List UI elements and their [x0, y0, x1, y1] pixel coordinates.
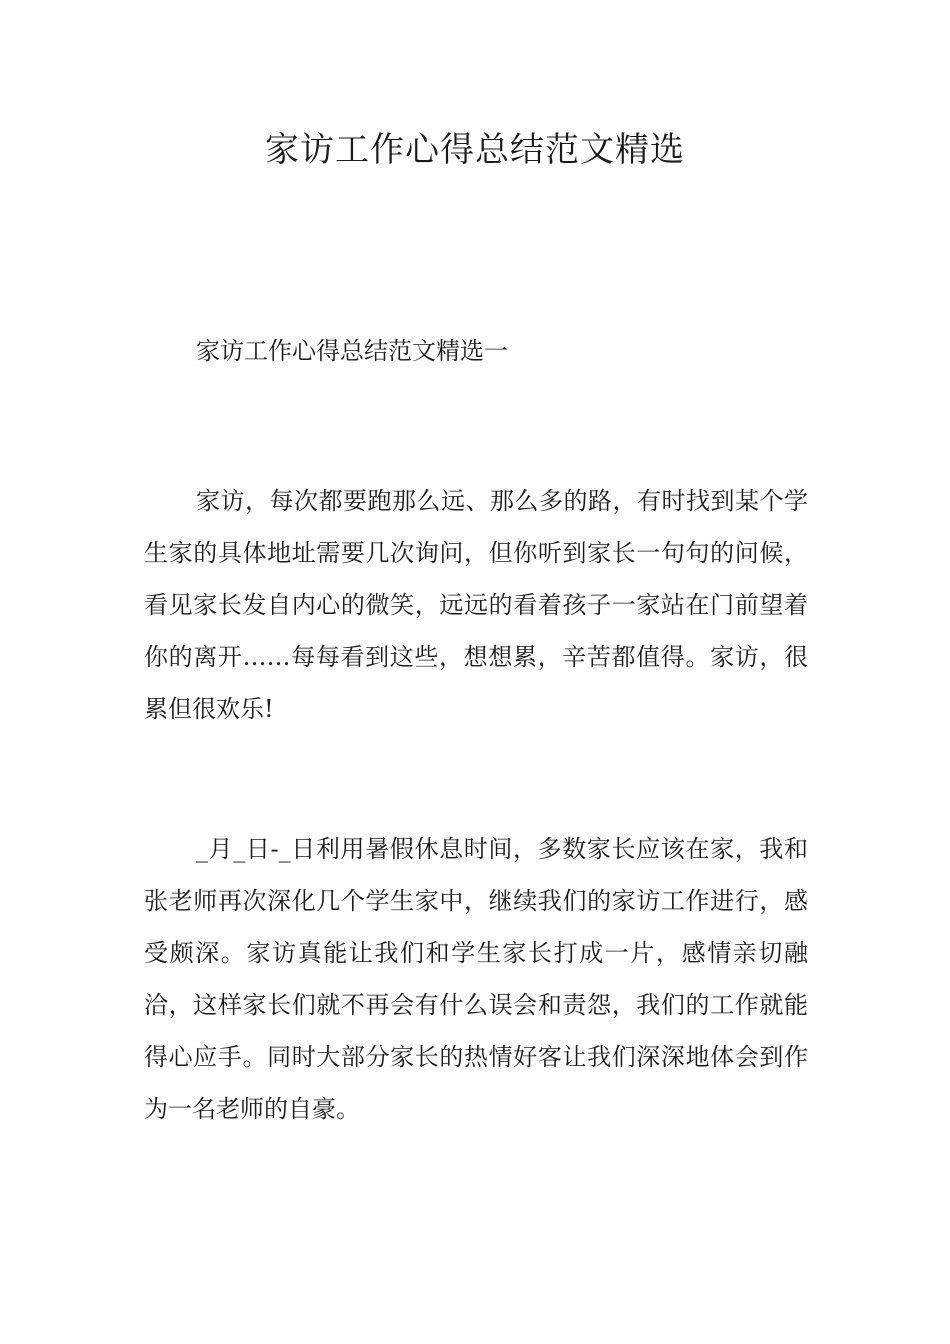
paragraph-1: 家访，每次都要跑那么远、那么多的路，有时找到某个学生家的具体地址需要几次询问，但你听到家长一句句的问候，看见家长发自内心的微笑，远远的看着孩子一家站在门前望着你的离开……每每看到这些，想想累，辛苦都值得。家访，很累但很欢乐!	[144, 487, 808, 723]
section-heading: 家访工作心得总结范文精选一	[196, 337, 508, 365]
document-title: 家访工作心得总结范文精选	[265, 130, 685, 170]
paragraph-2: _月_日-_日利用暑假休息时间，多数家长应该在家，我和张老师再次深化几个学生家中，继续我们的家访工作进行，感受颇深。家访真能让我们和学生家长打成一片，感情亲切融洽，这样家长们就不再会有什么误会和责怨，我们的工作就能得心应手。同时大部分家长的热情好客让我们深深地体会到作为一名老师的自豪。	[144, 835, 808, 1123]
